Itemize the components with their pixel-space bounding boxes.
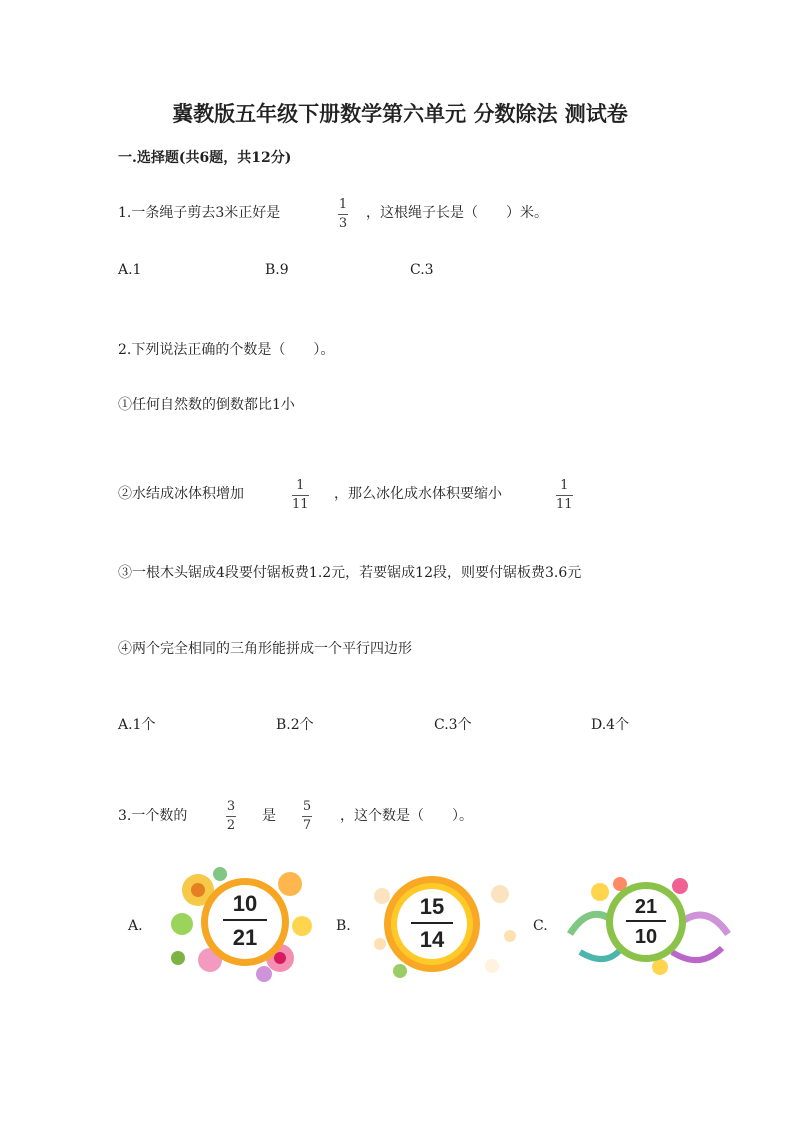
q1-option-c[interactable]: C.3: [410, 262, 434, 278]
q2-option-c[interactable]: C.3个: [434, 717, 472, 733]
q2-frac2-num: 1: [560, 478, 569, 493]
q3-frac2-num: 5: [302, 799, 312, 814]
flower-frame-icon: [160, 862, 325, 987]
q3-option-b-badge[interactable]: [360, 866, 525, 986]
page-title: 冀教版五年级下册数学第六单元 分数除法 测试卷: [172, 101, 628, 126]
q1-option-a[interactable]: A.1: [118, 262, 142, 278]
q3-frac2-den: 7: [302, 818, 312, 833]
q1-suffix: ，这根绳子长是（ ）米。: [366, 205, 548, 221]
q3-option-a-badge[interactable]: [160, 862, 325, 987]
q3-option-a-num: 10: [232, 891, 258, 916]
q1-option-b[interactable]: B.9: [265, 262, 289, 278]
q2-statement-3: ③一根木头锯成4段要付锯板费1.2元，若要锯成12段，则要付锯板费3.6元: [118, 565, 582, 581]
q2-option-d[interactable]: D.4个: [591, 717, 630, 733]
q3-option-c-label[interactable]: C.: [533, 918, 548, 934]
section-heading: 一.选择题(共6题，共12分): [118, 150, 292, 166]
q3-option-b-den: 14: [419, 927, 445, 952]
q2-stem: 2.下列说法正确的个数是（ ）。: [118, 342, 335, 358]
q2-fraction-1: [292, 479, 309, 511]
fraction-bar: [338, 214, 348, 215]
q3-fraction-2: [302, 800, 312, 832]
q3-prefix: 3.一个数的: [118, 808, 188, 824]
q2-statement-2-mid: ，那么冰化成水体积要缩小: [334, 486, 502, 502]
q3-option-c-den: 10: [634, 926, 658, 948]
sun-frame-icon: [360, 866, 525, 986]
q2-frac1-num: 1: [296, 478, 305, 493]
q2-statement-1: ①任何自然数的倒数都比1小: [118, 397, 295, 413]
fraction-bar: [302, 816, 312, 817]
q2-statement-4: ④两个完全相同的三角形能拼成一个平行四边形: [118, 641, 412, 657]
q3-option-c-num: 21: [634, 896, 658, 918]
fraction-bar: [292, 495, 309, 496]
q3-mid: 是: [262, 808, 276, 824]
q2-fraction-2: [556, 479, 573, 511]
q3-frac1-den: 2: [226, 818, 236, 833]
q2-option-a[interactable]: A.1个: [118, 717, 156, 733]
q3-frac1-num: 3: [226, 799, 236, 814]
fraction-bar: [556, 495, 573, 496]
q1-frac-num: 1: [338, 197, 348, 212]
q1-fraction: [338, 198, 348, 230]
q2-option-b[interactable]: B.2个: [276, 717, 314, 733]
q3-suffix: ，这个数是（ ）。: [340, 808, 473, 824]
q2-statement-2-prefix: ②水结成冰体积增加: [118, 486, 244, 502]
q1-prefix: 1.一条绳子剪去3米正好是: [118, 205, 281, 221]
swirl-frame-icon: [560, 872, 735, 977]
q2-frac1-den: 11: [292, 497, 309, 512]
q3-option-a-den: 21: [232, 925, 258, 950]
q3-option-c-badge[interactable]: [560, 872, 735, 977]
q2-frac2-den: 11: [556, 497, 573, 512]
fraction-bar: [226, 816, 236, 817]
q3-option-b-num: 15: [419, 894, 445, 919]
q3-option-b-label[interactable]: B.: [336, 918, 351, 934]
q1-frac-den: 3: [338, 216, 348, 231]
q3-fraction-1: [226, 800, 236, 832]
q3-option-a-label[interactable]: A.: [128, 918, 143, 934]
